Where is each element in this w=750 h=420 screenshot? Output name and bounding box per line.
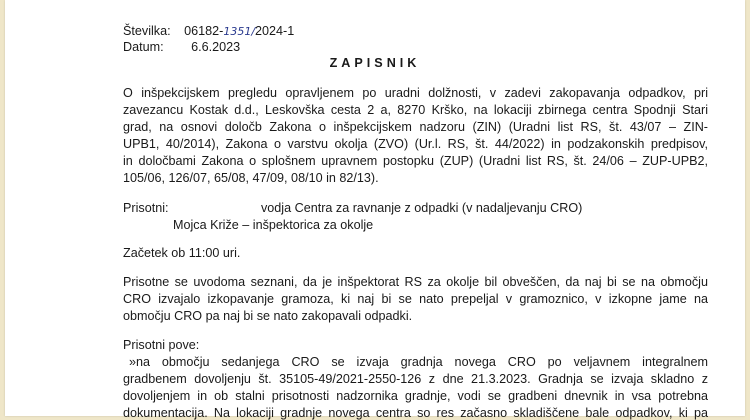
statement-line: dokumentacija. Na lokaciji gradnje novega centra so res začasno skladiščene bale odpadkov, ki pa [123,406,708,420]
number-suffix: 2024-1 [255,24,295,38]
statement-label: Prisotni pove: [123,338,200,352]
intro-line: UPB1, 40/2014), Zakona o varstvu okolja (ZVO) (Ur.l. RS, št. 44/2022) in podzakonskih predpisov, [123,137,708,151]
number-label: Številka: [123,24,171,38]
intro-line: O inšpekcijskem pregledu opravljenem po uradni dolžnosti, v zadevi zakopavanja odpadkov, pri [123,86,708,100]
intro-line: in določbami Zakona o splošnem upravnem postopku (ZUP) (Uradni list RS, št. 24/06 – ZUP-UPB2, [123,154,708,168]
start-time: Začetek ob 11:00 uri. [123,246,241,260]
attendees-label: Prisotni: [123,201,169,215]
handwritten-number: 1351/ [223,25,256,38]
date-value: 6.6.2023 [191,40,241,54]
attendee-line: vodja Centra za ravnanje z odpadki (v nadaljevanju CRO) [261,201,583,215]
intro-line: grad, na osnovi določb Zakona o inšpekcijskem nadzoru (ZIN) (Uradni list RS, št. 43/07 – ZIN- [123,120,708,134]
notice-line: CRO izvajalo izkopavanje gramoza, ki naj bi se nato prepeljal v gramoznico, v izkopne jame na [123,292,708,306]
attendee-line: Mojca Križe – inšpektorica za okolje [173,218,374,232]
document-date [123,40,240,54]
statement-line: dovoljenjem in ob stalni prisotnosti nadzornika gradnje, vodi se gradbeni dnevnik in vsa potrebna [123,389,708,403]
statement-line: gradbenem dovoljenju št. 35105-49/2021-2550-126 z dne 21.3.2023. Gradnja se izvaja skladno z [123,372,708,386]
document-number [123,24,294,39]
date-label: Datum: [123,40,164,54]
notice-line: Prisotne se uvodoma seznani, da je inšpektorat RS za okolje bil obveščen, da naj bi se na območju [123,275,708,289]
document-title: ZAPISNIK [329,56,421,70]
statement-line: »na območju sedanjega CRO se izvaja gradnja novega CRO po veljavnem integralnem [129,355,708,369]
number-prefix: 06182- [184,24,224,38]
intro-line: zavezancu Kostak d.d., Leskovška cesta 2 a, 8270 Krško, na lokaciji zbirnega centra Spodnji Stari [123,103,708,117]
document-page [5,0,745,420]
notice-line: območju CRO pa naj bi se nato zakopavali odpadki. [123,309,413,323]
intro-line: 105/06, 126/07, 65/08, 47/09, 08/10 in 82/13). [123,171,379,185]
